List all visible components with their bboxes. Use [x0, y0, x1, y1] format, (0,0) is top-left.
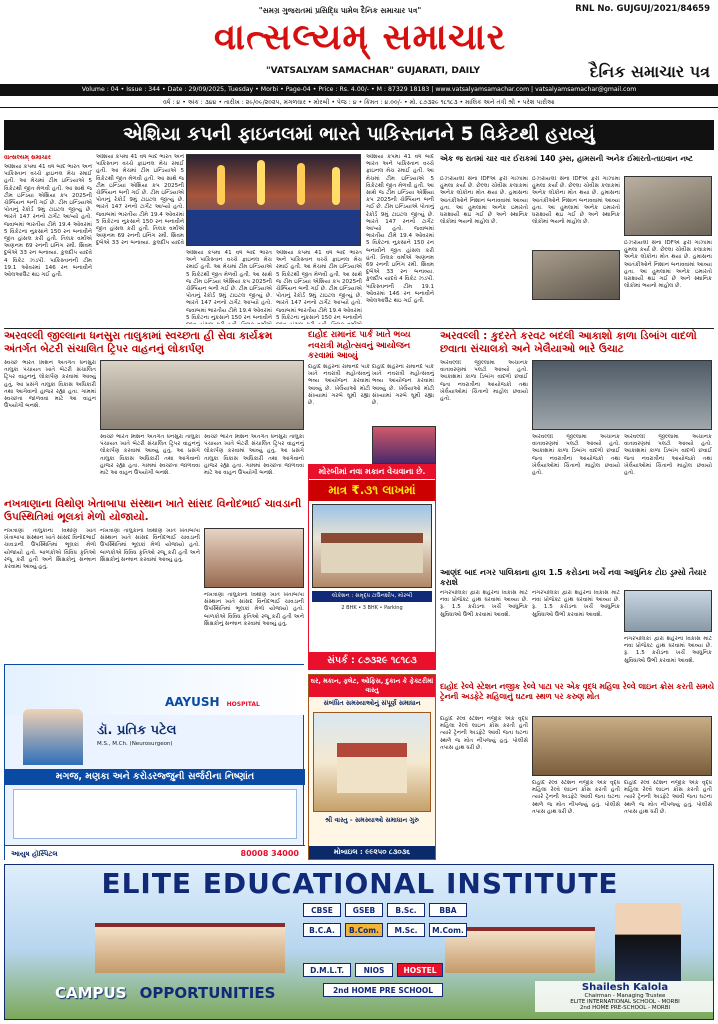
story-dahod-navratri-headline: દાહોદ રામાનંદ પાર્ક ખાતે ભવ્ય નવરાત્રી મહોત્સવનું આયોજન કરવામાં આવ્યું [308, 330, 411, 361]
chairman-title: Chairman - Managing Trustee [584, 993, 666, 999]
lead-text-col5: એશિયા કપમાં 41 વર્ષ બાદ ભારત અને પાકિસ્તાન વચ્ચે ફાઇનલ મેચ રમાઈ હતી. આ મેચમાં ટીમ ઇન્ડિયાએ 5 વિકેટથી જીત મેળવી હતી. આ સાથે જ ટીમ ઇન્ડિયા એશિયા કપ 2025ની ચેમ્પિયન બની ગઈ છે. ટીમ ઇન્ડિયાએ પોતાનું રેકોર્ડ 9મું ટાઇટલ જીત્યું છે. ભારતે 147 રનનો ટાર્ગેટ આપ્યો હતો. જવાબમાં ભારતીય ટીમે 19.4 ઓવરમાં 5 વિકેટના નુકસાને 150 રન બનાવીને જીત હાંસલ કરી હતી. તિલક વર્માએ અણનમ 69 રનની ઇનિંગ રમી. શિવમ દુબેએ 33 રન બનાવ્યા. કુલદીપ યાદવે 4 વિકેટ ઝડપી. પાકિસ્તાનની ટીમ 19.1 ઓવરમાં 146 રન બનાવીને ઓલઆઉટ થઇ ગઈ હતી. [366, 154, 434, 305]
course-hostel: HOSTEL [397, 963, 443, 977]
course-cbse: CBSE [303, 903, 341, 917]
course-msc: M.Sc. [387, 923, 425, 937]
chairman-photo [615, 903, 681, 981]
story-vithon-headline: નખત્રાણાના વિથોણ ખેતાબાપા સંસ્થાન ખાતે સાંસદ વિનોદભાઈ ચાવડાની ઉપસ્થિતિમાં ભૂલકાં મેળો યોજાયો. [4, 498, 302, 523]
course-bsc: B.Sc. [387, 903, 425, 917]
slogan: "સમગ્ર ગુજરાતમાં પ્રસિદ્ધિ પામેલ દૈનિક સમાચાર પત્ર" [258, 6, 422, 15]
story-nagarpalika-headline: આણંદ બાદ નગર પાલિકાના હાલ 1.5 કરોડના ખર્ચે નવા આધુનિક ટોઇ ડ્રમ્સો તૈયાર કરાશે [440, 568, 707, 587]
hospital-ad [4, 664, 304, 860]
story-nagarpalika-text-col2: નગરપાલિકા દ્વારા શહેરના વિકાસ માટે નવા પ્રોજેક્ટ હાથ ધરવામાં આવ્યા છે. રૂ. 1.5 કરોડના ખર્ચે આધુનિક સુવિધાઓ ઉભી કરવામાં આવશે. [532, 590, 620, 618]
story-aravalli-weather [440, 330, 714, 565]
course-gseb: GSEB [345, 903, 383, 917]
course-preschool: 2nd HOME PRE SCHOOL [323, 983, 443, 997]
story-vithon [4, 498, 304, 658]
lead-story [4, 154, 434, 324]
hospital-doctor-name: ડૉ. પ્રતિક પટેલ [97, 723, 177, 738]
school-name-2: 2nd HOME PRE-SCHOOL - MORBI [579, 1005, 671, 1011]
lead-text-col4: એશિયા કપમાં 41 વર્ષ બાદ ભારત અને પાકિસ્તાન વચ્ચે ફાઇનલ મેચ રમાઈ હતી. આ મેચમાં ટીમ ઇન્ડિયાએ 5 વિકેટથી જીત મેળવી હતી. આ સાથે જ ટીમ ઇન્ડિયા એશિયા કપ 2025ની ચેમ્પિયન બની ગઈ છે. ટીમ ઇન્ડિયાએ પોતાનું રેકોર્ડ 9મું ટાઇટલ જીત્યું છે. ભારતે 147 રનનો ટાર્ગેટ આપ્યો હતો. જવાબમાં ભારતીય ટીમે 19.4 ઓવરમાં 5 વિકેટના નુકસાને 150 રન બનાવીને [276, 250, 362, 321]
school-ad [4, 864, 714, 1020]
slogan-campus: CAMPUS [55, 984, 127, 1002]
story-nagarpalika-text-col1: નગરપાલિકા દ્વારા શહેરના વિકાસ માટે નવા પ્રોજેક્ટ હાથ ધરવામાં આવ્યા છે. રૂ. 1.5 કરોડના ખર્ચે આધુનિક સુવિધાઓ ઉભી કરવામાં આવશે. [440, 590, 528, 618]
property-ad-location: લોકેશન : સમૃદ્ધ ટાઉનશીપ, મોરબી [312, 591, 432, 602]
hospital-doctor-degree: M.S., M.Ch. (Neurosurgeon) [97, 741, 173, 747]
lead-text-col2: એશિયા કપમાં 41 વર્ષ બાદ ભારત અને પાકિસ્તાન વચ્ચે ફાઇનલ મેચ રમાઈ હતી. આ મેચમાં ટીમ ઇન્ડિયાએ 5 વિકેટથી જીત મેળવી હતી. આ સાથે જ ટીમ ઇન્ડિયા એશિયા કપ 2025ની ચેમ્પિયન બની ગઈ છે. ટીમ ઇન્ડિયાએ પોતાનું રેકોર્ડ 9મું ટાઇટલ જીત્યું છે. ભારતે 147 રનનો ટાર્ગેટ આપ્યો હતો. જવાબમાં ભારતીય ટીમે 19.4 ઓવરમાં 5 વિકેટના નુકસાને 150 રન બનાવીને જીત હાંસલ કરી હતી. તિલક વર્માએ અણનમ 69 રનની ઇનિંગ રમી. શિવમ દુબેએ 33 રન બનાવ્યા. કુલદીપ યાદવે [96, 154, 184, 246]
story-aravalli-weather-headline: અરવલ્લી : કુદરતે કરવટ બદલી આકાશો કાળા ડિબાંગ વાદળો છવાતા સંચાલકો અને ખેલૈયાઓ ભારે ઉચાટ [440, 330, 697, 355]
story-vithon-text-col1: નખત્રાણા તાલુકાના વિથોણ ખાતે ખેતાબાપા સંસ્થાન ખાતે સાંસદ વિનોદભાઈ ચાવડાની ઉપસ્થિતિમાં ભૂલકાં મેળો યોજાયો હતો. બાળકોએ વિવિધ કૃતિઓ રજૂ કરી હતી અને શિક્ષકોનું સન્માન કરવામાં આવ્યું હતું. [4, 528, 96, 571]
story-aravalli-weather-text-col3: અરવલ્લી જીલ્લામાં અચાનક વાતાવરણમાં પલટો આવ્યો હતો. આકાશમાં કાળા ડિબાંગ વાદળો છવાઈ જતા નવરાત્રીના આયોજકો તથા ખેલૈયાઓમાં ચિંતાનો માહોલ છવાયો હતો. [624, 434, 712, 477]
story-dahod-navratri-text: દાહોદ શહેરના રામાનંદ પાર્ક ખાતે નવરાત્રી મહોત્સવનું ભવ્ય આયોજન કરવામાં આવ્યું છે. ખેલૈયાઓ મોટી સંખ્યામાં ગરબે ઘૂમી રહ્યા છે. [308, 364, 370, 407]
course-nios: NIOS [355, 963, 393, 977]
lead-text-col3: એશિયા કપમાં 41 વર્ષ બાદ ભારત અને પાકિસ્તાન વચ્ચે ફાઇનલ મેચ રમાઈ હતી. આ મેચમાં ટીમ ઇન્ડિયાએ 5 વિકેટથી જીત મેળવી હતી. આ સાથે જ ટીમ ઇન્ડિયા એશિયા કપ 2025ની ચેમ્પિયન બની ગઈ છે. ટીમ ઇન્ડિયાએ પોતાનું રેકોર્ડ 9મું ટાઇટલ જીત્યું છે. ભારતે 147 રનનો ટાર્ગેટ આપ્યો હતો. જવાબમાં ભારતીય ટીમે 19.4 ઓવરમાં 5 વિકેટના નુકસાને 150 રન બનાવીને [186, 250, 272, 321]
vastu-house-photo [313, 712, 431, 812]
property-ad-phone[interactable]: સંપર્ક : ૮૭૩૨૯ ૧૮૧૮૩ [309, 652, 435, 669]
story-dahod-train-headline: દાહોદ રેલ્વે સ્ટેશન નજીક રેલ્વે પાટા પર એક વૃદ્ધ મહિલા રેલ્વે લાઇન ક્રોસ કરતી સમયે ટ્રેનની અડફેટે મહિલાનું ઘટના સ્થળ પર કરુણ મોત [440, 682, 715, 701]
story-dahod-train-text-col1: દાહોદ રેલ્વે સ્ટેશન નજીક એક વૃદ્ધ મહિલા રેલ્વે લાઇન ક્રોસ કરતી હતી ત્યારે ટ્રેનની અડફેટે આવી જતા ઘટના સ્થળે જ મોત નીપજ્યું હતું. પોલીસે તપાસ હાથ ધરી છે. [440, 716, 528, 751]
vastu-ad-title: ઘર, મકાન, ફ્લેટ, ઓફિસ, દુકાન કે ફેક્ટરીમાં વાસ્તુ [309, 675, 435, 697]
vastu-ad-footer: શ્રી વાસ્તુ - સમસ્યાઓ સમાધાન ગુરુ [325, 816, 419, 824]
lead-text-col1: એશિયા કપમાં 41 વર્ષ બાદ ભારત અને પાકિસ્તાન વચ્ચે ફાઇનલ મેચ રમાઈ હતી. આ મેચમાં ટીમ ઇન્ડિયાએ 5 વિકેટથી જીત મેળવી હતી. આ સાથે જ ટીમ ઇન્ડિયા એશિયા કપ 2025ની ચેમ્પિયન બની ગઈ છે. ટીમ ઇન્ડિયાએ પોતાનું રેકોર્ડ 9મું ટાઇટલ જીત્યું છે. ભારતે 147 રનનો ટાર્ગેટ આપ્યો હતો. જવાબમાં ભારતીય ટીમે 19.4 ઓવરમાં 5 વિકેટના નુકસાને 150 રન બનાવીને જીત હાંસલ કરી હતી. તિલક વર્માએ અણનમ 69 રનની ઇનિંગ રમી. શિવમ દુબેએ 33 રન બનાવ્યા. કુલદીપ યાદવે 4 વિકેટ ઝડપી. પાકિસ્તાનની ટીમ 19.1 ઓવરમાં 146 રન બનાવીને ઓલઆઉટ થઇ ગઈ હતી. [4, 164, 92, 279]
lead-headline-bar [4, 120, 714, 150]
right-top-text-col2: ઈઝરાયલી સેના IDFએ ફરી ગાઝામાં હુમલા કર્યા છે. છેલ્લા ચોવીસ કલાકમાં અનેક લોકોના મોત થયા છે. હમાસના આતંકીઓને નિશાન બનાવવામાં આવ્યા હતા. આ હુમલામાં અનેક ઇમારતો ધરાશાયી થઇ ગઈ છે અને સ્થાનિક લોકોમાં ભયનો માહોલ છે. [532, 176, 620, 226]
chairman-info [535, 981, 714, 1012]
info-bar-gu: વર્ષ : ૪ • અંક : ૩૪૪ • તારીખ : ૨૯/૦૯/૨૦૨૫, મંગળવાર • મોરબી • પેજ : ૪ • કિંમત : ૪.૦૦/- • મો. ૮૭૩૨૯ ૧૮૧૮૩ • માલિક અને તંત્રી શ્રી • પરેશ પારીઆ [0, 97, 718, 108]
property-ad-price: માત્ર ₹.૩૧ લાખમાં [309, 480, 435, 501]
course-bba: BBA [429, 903, 467, 917]
hospital-brand [165, 691, 275, 710]
story-dhansura-text-col3: સ્વચ્છ ભારત મિશન અંતર્ગત ધનસુરા તાલુકા પંચાયત ખાતે બેટરી સંચાલિત ટ્રિપર વાહનનું લોકાર્પણ કરવામાં આવ્યું હતું. આ પ્રસંગે તાલુકા વિકાસ અધિકારી તથા આગેવાનો હાજર રહ્યા હતા. ગામમાં સ્વચ્છતા જાળવવા માટે આ વાહન ઉપયોગી બનશે. [204, 434, 304, 477]
vastu-ad [308, 674, 436, 860]
paper-title: વાત્સલ્યમ્ સમાચાર [213, 17, 507, 58]
campus-buildings [95, 923, 285, 973]
chairman-name: Shailesh Kalola [581, 982, 669, 993]
hospital-brand-name: AAYUSH [165, 695, 220, 709]
gaza-damage-photo [532, 250, 620, 300]
story-nagarpalika-text-col3: નગરપાલિકા દ્વારા શહેરના વિકાસ માટે નવા પ્રોજેક્ટ હાથ ધરવામાં આવ્યા છે. રૂ. 1.5 કરોડના ખર્ચે આધુનિક સુવિધાઓ ઉભી કરવામાં આવશે. [624, 636, 712, 664]
course-dmlt: D.M.L.T. [303, 963, 351, 977]
lead-byline: વાત્સલ્યમ્ સમાચાર [4, 154, 51, 161]
vastu-ad-phone[interactable]: મોબાઇલ : ૯૯૨૫૦ ૮૩૦૩૬ [309, 846, 435, 859]
school-title: ELITE EDUCATIONAL INSTITUTE [101, 867, 619, 900]
english-name: "VATSALYAM SAMACHAR" GUJARATI, DAILY [265, 66, 480, 76]
hospital-brand-sub: HOSPITAL [226, 701, 260, 708]
hospital-specialty: મગજ, મણકા અને કરોડરજ્જુની સર્જરીના નિષ્ણાંત [5, 769, 305, 785]
right-top-text-col1: ઈઝરાયલી સેના IDFએ ફરી ગાઝામાં હુમલા કર્યા છે. છેલ્લા ચોવીસ કલાકમાં અનેક લોકોના મોત થયા છે. હમાસના આતંકીઓને નિશાન બનાવવામાં આવ્યા હતા. આ હુમલામાં અનેક ઇમારતો ધરાશાયી થઇ ગઈ છે અને સ્થાનિક લોકોમાં ભયનો માહોલ છે. [440, 176, 528, 226]
slogan-opportunities: OPPORTUNITIES [139, 984, 276, 1002]
municipal-building-photo [624, 590, 712, 632]
vastu-ad-subtitle: સંબંધિત સમસ્યાઓનું સંપૂર્ણ સમાધાન [323, 699, 421, 707]
right-top-story [440, 154, 714, 324]
story-vithon-text-col2: નખત્રાણા તાલુકાના વિથોણ ખાતે ખેતાબાપા સંસ્થાન ખાતે સાંસદ વિનોદભાઈ ચાવડાની ઉપસ્થિતિમાં ભૂલકાં મેળો યોજાયો હતો. બાળકોએ વિવિધ કૃતિઓ રજૂ કરી હતી અને શિક્ષકોનું સન્માન કરવામાં આવ્યું હતું. [100, 528, 200, 563]
info-bar-en: Volume : 04 • Issue : 344 • Date : 29/09/2025, Tuesday • Morbi • Page-04 • Price : Rs. 4.00/- • M : 87329 18183 | www.vatsalyamsamachar.com | vatsalyamsamachar@gmail.com [0, 84, 718, 96]
garba-photo [372, 426, 436, 464]
course-mcom: M.Com. [429, 923, 467, 937]
story-vithon-text-col3: નખત્રાણા તાલુકાના વિથોણ ખાતે ખેતાબાપા સંસ્થાન ખાતે સાંસદ વિનોદભાઈ ચાવડાની ઉપસ્થિતિમાં ભૂલકાં મેળો યોજાયો હતો. બાળકોએ વિવિધ કૃતિઓ રજૂ કરી હતી અને શિક્ષકોનું સન્માન કરવામાં આવ્યું હતું. [204, 592, 304, 627]
story-dhansura [4, 330, 304, 495]
story-dahod-train-text-col3: દાહોદ રેલ્વે સ્ટેશન નજીક એક વૃદ્ધ મહિલા રેલ્વે લાઇન ક્રોસ કરતી હતી ત્યારે ટ્રેનની અડફેટે આવી જતા ઘટના સ્થળે જ મોત નીપજ્યું હતું. પોલીસે તપાસ હાથ ધરી છે. [624, 780, 712, 815]
school-name-1: ELITE INTERNATIONAL SCHOOL - MORBI [570, 999, 680, 1005]
right-top-headline: એક જ રાતમાં ચાર વાર ઈરાકમાં 140 ડ્રમ્સ, હામસની અનેક ઈમારતો-તાઇવાન નષ્ટ [440, 154, 693, 163]
story-dahod-train [440, 682, 714, 860]
story-aravalli-weather-text-col1: અરવલ્લી જીલ્લામાં અચાનક વાતાવરણમાં પલટો આવ્યો હતો. આકાશમાં કાળા ડિબાંગ વાદળો છવાઈ જતા નવરાત્રીના આયોજકો તથા ખેલૈયાઓમાં ચિંતાનો માહોલ છવાયો હતો. [440, 360, 528, 403]
course-grid [283, 903, 483, 1015]
right-top-text-col3: ઈઝરાયલી સેના IDFએ ફરી ગાઝામાં હુમલા કર્યા છે. છેલ્લા ચોવીસ કલાકમાં અનેક લોકોના મોત થયા છે. હમાસના આતંકીઓને નિશાન બનાવવામાં આવ્યા હતા. આ હુમલામાં અનેક ઇમારતો ધરાશાયી થઇ ગઈ છે અને સ્થાનિક લોકોમાં ભયનો માહોલ છે. [624, 240, 712, 290]
gaza-rubble-photo [624, 176, 712, 236]
property-houses-photo [312, 504, 432, 588]
hospital-address: આયુષ હૉસ્પિટલ [11, 850, 58, 858]
property-ad-title: મોરબીમાં નવા મકાન વેચવાના છે. [309, 465, 435, 479]
property-ad: મોરબીમાં નવા મકાન વેચવાના છે. માત્ર ₹.૩૧ લાખમાં લોકેશન : સમૃદ્ધ ટાઉનશીપ, મોરબી 2 BHK • 3 BHK • Parking સંપર્ક : ૮૭૩૨૯ ૧૮૧૮૩ [308, 464, 436, 670]
story-nagarpalika [440, 568, 714, 680]
hospital-phone[interactable]: 80008 34000 [240, 849, 299, 858]
doctor-photo [23, 709, 83, 765]
rni-number: RNL No. GUJGUJ/2021/84659 [575, 4, 710, 14]
course-bcom: B.Com. [345, 923, 383, 937]
railway-accident-photo [532, 716, 712, 776]
story-dahod-train-text-col2: દાહોદ રેલ્વે સ્ટેશન નજીક એક વૃદ્ધ મહિલા રેલ્વે લાઇન ક્રોસ કરતી હતી ત્યારે ટ્રેનની અડફેટે આવી જતા ઘટના સ્થળે જ મોત નીપજ્યું હતું. પોલીસે તપાસ હાથ ધરી છે. [532, 780, 620, 815]
story-dahod-navratri-text2: દાહોદ શહેરના રામાનંદ પાર્ક ખાતે નવરાત્રી મહોત્સવનું ભવ્ય આયોજન કરવામાં આવ્યું છે. ખેલૈયાઓ મોટી સંખ્યામાં ગરબે ઘૂમી રહ્યા છે. [372, 364, 434, 407]
bhulka-melo-photo [204, 528, 304, 588]
story-dhansura-text-col1: સ્વચ્છ ભારત મિશન અંતર્ગત ધનસુરા તાલુકા પંચાયત ખાતે બેટરી સંચાલિત ટ્રિપર વાહનનું લોકાર્પણ કરવામાં આવ્યું હતું. આ પ્રસંગે તાલુકા વિકાસ અધિકારી તથા આગેવાનો હાજર રહ્યા હતા. ગામમાં સ્વચ્છતા જાળવવા માટે આ વાહન ઉપયોગી બનશે. [4, 360, 96, 410]
story-aravalli-weather-text-col2: અરવલ્લી જીલ્લામાં અચાનક વાતાવરણમાં પલટો આવ્યો હતો. આકાશમાં કાળા ડિબાંગ વાદળો છવાઈ જતા નવરાત્રીના આયોજકો તથા ખેલૈયાઓમાં ચિંતાનો માહોલ છવાયો હતો. [532, 434, 620, 477]
story-dahod-navratri [308, 330, 436, 465]
story-dhansura-text-col2: સ્વચ્છ ભારત મિશન અંતર્ગત ધનસુરા તાલુકા પંચાયત ખાતે બેટરી સંચાલિત ટ્રિપર વાહનનું લોકાર્પણ કરવામાં આવ્યું હતું. આ પ્રસંગે તાલુકા વિકાસ અધિકારી તથા આગેવાનો હાજર રહ્યા હતા. ગામમાં સ્વચ્છતા જાળવવા માટે આ વાહન ઉપયોગી બનશે. [100, 434, 200, 477]
cricket-team-photo [186, 154, 361, 246]
storm-clouds-photo [532, 360, 712, 430]
story-dhansura-headline: અરવલ્લી જીલ્લાના ધનસુરા તાલુકામાં સ્વચ્છતા હી સેવા કાર્યક્રમ અંતર્ગત બેટરી સંચાલિત ટ્રિપર વાહનનું લોકાર્પણ [4, 330, 273, 355]
tagline: દૈનિક સમાચાર પત્ર [589, 62, 710, 81]
tripper-vehicle-photo [100, 360, 304, 430]
course-bca: B.C.A. [303, 923, 341, 937]
hospital-footer [5, 845, 305, 861]
school-slogan [55, 983, 295, 1013]
masthead [0, 0, 718, 118]
lead-headline: એશિયા કપની ફાઇનલમાં ભારતે પાકિસ્તાનને 5 વિકેટથી હરાવ્યું [123, 124, 595, 145]
